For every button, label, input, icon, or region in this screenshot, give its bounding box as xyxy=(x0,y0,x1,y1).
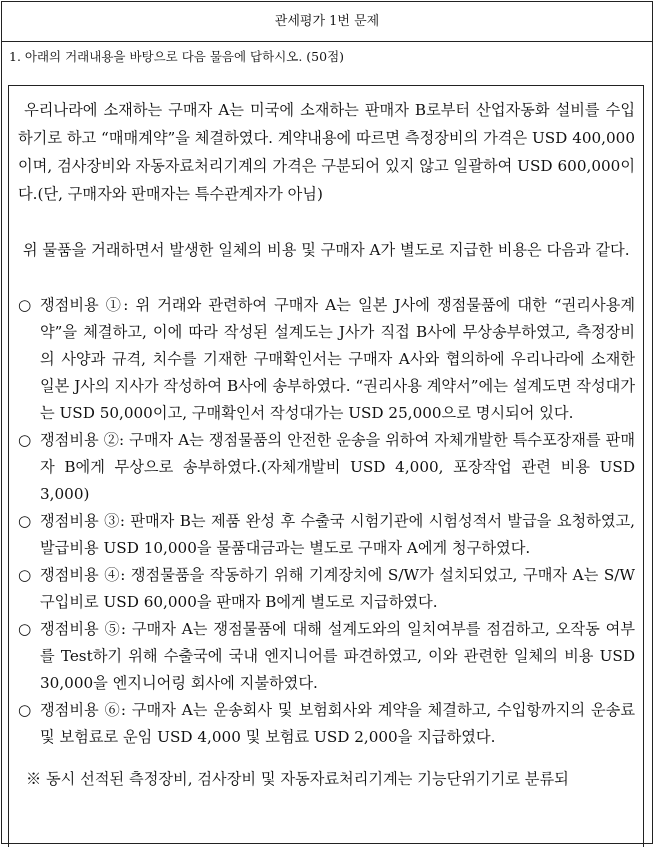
cost-item-text: 쟁점비용 ⑥: 구매자 A는 운송회사 및 보험회사와 계약을 체결하고, 수입항까지의 운송료 및 보험료로 운임 USD 4,000 및 보험료 USD 2,000을 지급하였다. xyxy=(40,701,635,746)
bullet-icon: ○ xyxy=(18,566,32,584)
bullet-icon: ○ xyxy=(18,296,32,314)
cost-item-4 xyxy=(18,562,635,616)
costs-intro-text: 위 물품을 거래하면서 발생한 일체의 비용 및 구매자 A가 별도로 지급한 비용은 다음과 같다. xyxy=(22,241,630,259)
bullet-icon: ○ xyxy=(18,701,32,719)
cost-item-5 xyxy=(18,616,635,697)
bullet-icon: ○ xyxy=(18,620,32,638)
intro-text: 우리나라에 소재하는 구매자 A는 미국에 소재하는 판매자 B로부터 산업자동화 설비를 수입하기로 하고 “매매계약”을 체결하였다. 계약내용에 따르면 측정장비의 가격은 USD 400,000이며, 검사장비와 자동자료처리기계의 가격은 구분되어 있지 않고 일괄하여 USD 600,000이다.(단, 구매자와 판매자는 특수관계자가 아님) xyxy=(18,101,636,203)
case-box xyxy=(8,85,644,847)
question-text: 1. 아래의 거래내용을 바탕으로 다음 물음에 답하시오. (50점) xyxy=(9,49,345,64)
cost-item-text: 쟁점비용 ①: 위 거래와 관련하여 구매자 A는 일본 J사에 쟁점물품에 대한 “권리사용계약”을 체결하고, 이에 따라 작성된 설계도는 J사가 직접 B사에 무상송부하였고, 측정장비의 사양과 규격, 치수를 기재한 구매확인서는 구매자 A사와 협의하에 우리나라에 소재한 일본 J사의 지사가 작성하여 B사에 송부하였다. “권리사용 계약서”에는 설계도면 작성대가는 USD 50,000이고, 구매확인서 작성대가는 USD 25,000으로 명시되어 있다. xyxy=(40,296,635,422)
page-title: 관세평가 1번 문제 xyxy=(2,2,652,42)
cost-item-2 xyxy=(18,427,635,508)
cost-item-1 xyxy=(18,292,635,427)
intro-paragraph xyxy=(18,96,635,208)
note-text: ※ 동시 선적된 측정장비, 검사장비 및 자동자료처리기계는 기능단위기기로 분류되 xyxy=(26,770,569,788)
bullet-icon: ○ xyxy=(18,431,32,449)
cost-item-text: 쟁점비용 ③: 판매자 B는 제품 완성 후 수출국 시험기관에 시험성적서 발급을 요청하였고, 발급비용 USD 10,000을 물품대금과는 별도로 구매자 A에게 청구하였다. xyxy=(40,512,635,557)
cost-item-text: 쟁점비용 ⑤: 구매자 A는 쟁점물품에 대해 설계도와의 일치여부를 점검하고, 오작동 여부를 Test하기 위해 수출국에 국내 엔지니어를 파견하였고, 이와 관련한 일체의 비용 USD 30,000을 엔지니어링 회사에 지불하였다. xyxy=(40,620,635,692)
cost-item-3 xyxy=(18,508,635,562)
cost-item-text: 쟁점비용 ②: 구매자 A는 쟁점물품의 안전한 운송을 위하여 자체개발한 특수포장재를 판매자 B에게 무상으로 송부하였다.(자체개발비 USD 4,000, 포장작업 관련 비용 USD 3,000) xyxy=(40,431,635,503)
cost-item-text: 쟁점비용 ④: 쟁점물품을 작동하기 위해 기계장치에 S/W가 설치되었고, 구매자 A는 S/W 구입비로 USD 60,000을 판매자 B에게 별도로 지급하였다. xyxy=(40,566,635,611)
costs-intro-paragraph xyxy=(18,236,635,264)
cost-item-6 xyxy=(18,697,635,751)
bullet-icon: ○ xyxy=(18,512,32,530)
document-frame xyxy=(1,1,653,844)
